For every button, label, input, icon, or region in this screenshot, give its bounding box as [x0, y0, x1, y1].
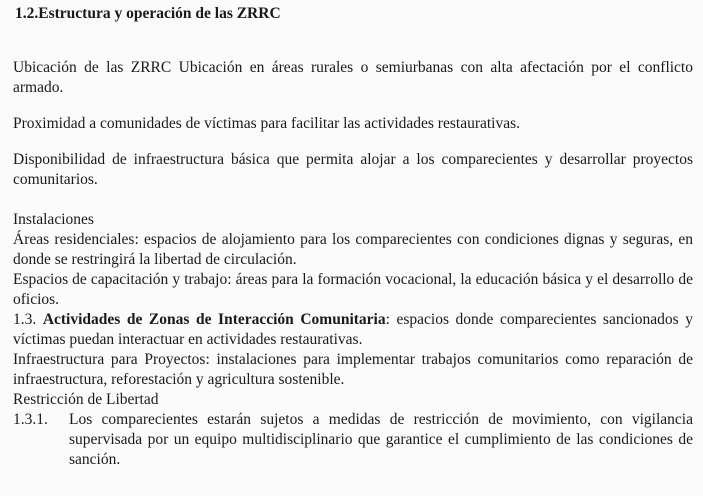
paragraph-actividades: [13, 310, 693, 350]
actividades-number: 1.3.: [13, 311, 37, 328]
paragraph-instalaciones: Instalaciones: [13, 211, 94, 228]
item-number: 1.3.1.: [13, 411, 48, 428]
paragraph-ubicacion: Ubicación de las ZRRC Ubicación en áreas rurales o semiurbanas con alta afectación por el conflicto armado.: [13, 59, 693, 96]
item-text: Los comparecientes estarán sujetos a medidas de restricción de movimiento, con vigilancia supervisada por un equipo multidisciplinario que garantice el cumplimiento de las condiciones de sanción.: [69, 411, 693, 468]
actividades-text: : espacios donde comparecientes sancionados y víctimas puedan interactuar en actividades restaurativas.: [13, 311, 693, 348]
paragraph-infraestructura: Infraestructura para Proyectos: instalaciones para implementar trabajos comunitarios como reparación de infraestructura, reforestación y agricultura sostenible.: [13, 351, 693, 388]
paragraph-proximidad: Proximidad a comunidades de víctimas para facilitar las actividades restaurativas.: [13, 115, 521, 132]
paragraph-restriccion: Restricción de Libertad: [13, 391, 159, 408]
paragraph-areas-residenciales: Áreas residenciales: espacios de alojamiento para los comparecientes con condiciones dignas y seguras, en donde se restringirá la libertad de circulación.: [13, 231, 693, 268]
numbered-item-1-3-1: [13, 410, 693, 470]
section-heading: 1.2.Estructura y operación de las ZRRC: [15, 5, 281, 22]
paragraph-disponibilidad: Disponibilidad de infraestructura básica que permita alojar a los comparecientes y desarrollar proyectos comunitarios.: [13, 151, 693, 188]
actividades-title: Actividades de Zonas de Interacción Comunitaria: [42, 311, 386, 328]
paragraph-espacios-capacitacion: Espacios de capacitación y trabajo: áreas para la formación vocacional, la educación básica y el desarrollo de oficios.: [13, 271, 693, 308]
